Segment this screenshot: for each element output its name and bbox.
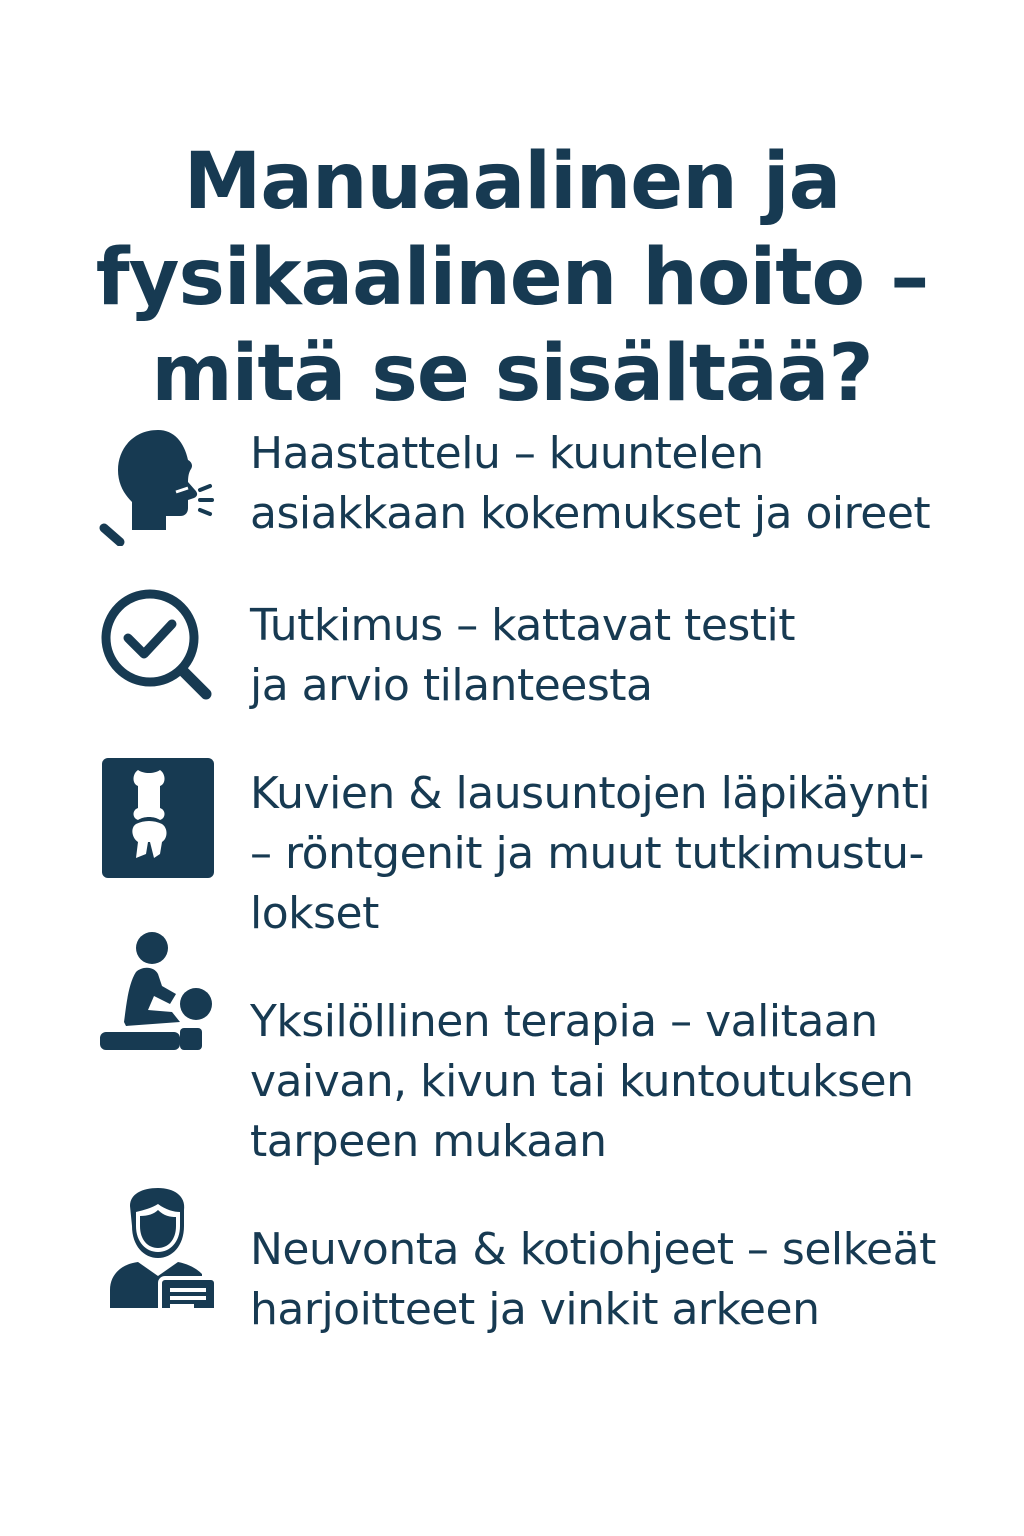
therapy-text-line-1: Yksilöllinen terapia – valitaan (250, 996, 878, 1047)
therapy-text-line-3: tarpeen mukaan (250, 1116, 607, 1167)
title-line-1: Manuaalinen ja (183, 137, 841, 228)
advice-text-line-1: Neuvonta & kotiohjeet – selkeät (250, 1224, 936, 1275)
title-line-3: mitä se sisältää? (151, 329, 873, 420)
imaging-review-text-line-2: – röntgenit ja muut tutkimustu- (250, 828, 924, 879)
xray-joint-icon (96, 756, 218, 878)
imaging-review-text-line-1: Kuvien & lausuntojen läpikäynti (250, 768, 931, 819)
imaging-review-text (250, 764, 990, 944)
advisor-document-icon (96, 1186, 218, 1308)
imaging-review-text-line-3: lokset (250, 888, 379, 939)
interview-text-line-1: Haastattelu – kuuntelen (250, 428, 764, 479)
examination-text-line-2: ja arvio tilanteesta (250, 660, 653, 711)
interview-text-line-2: asiakkaan kokemukset ja oireet (250, 488, 931, 539)
examination-text (250, 596, 990, 716)
advice-text (250, 1220, 990, 1340)
therapy-text (250, 992, 990, 1172)
interview-text (250, 424, 990, 544)
title-line-2: fysikaalinen hoito – (95, 233, 929, 324)
advice-text-line-2: harjoitteet ja vinkit arkeen (250, 1284, 820, 1335)
therapist-treatment-icon (96, 928, 218, 1050)
examination-text-line-1: Tutkimus – kattavat testit (250, 600, 796, 651)
speaking-head-icon (96, 424, 218, 546)
therapy-text-line-2: vaivan, kivun tai kuntoutuksen (250, 1056, 914, 1107)
page-title (0, 134, 1024, 422)
magnifier-check-icon (96, 584, 218, 706)
